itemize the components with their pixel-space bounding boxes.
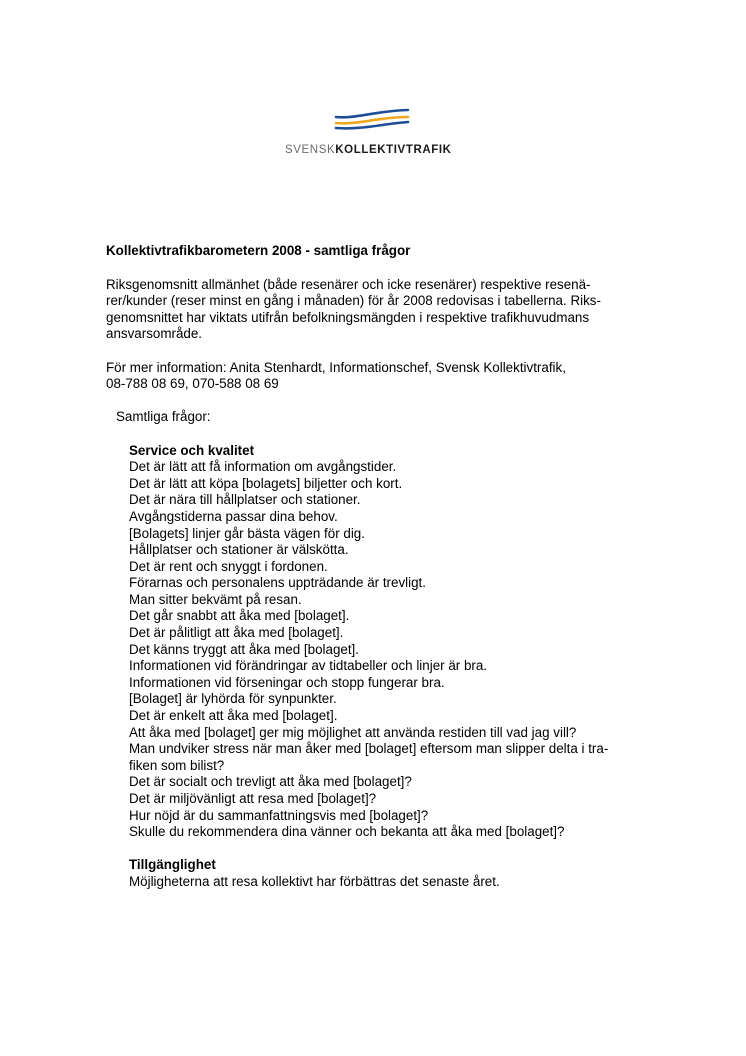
section-service-quality bbox=[106, 443, 666, 841]
svensk-kollektivtrafik-logo bbox=[285, 108, 475, 158]
contact-paragraph bbox=[106, 360, 666, 393]
question-item: [Bolaget] är lyhörda för synpunkter. bbox=[129, 691, 337, 707]
document-body bbox=[106, 243, 666, 891]
section-heading: Service och kvalitet bbox=[129, 442, 255, 458]
question-item: Det är lätt att få information om avgångstider. bbox=[129, 459, 397, 475]
question-item: Det känns tryggt att åka med [bolaget]. bbox=[129, 641, 360, 657]
question-item: Det går snabbt att åka med [bolaget]. bbox=[129, 608, 350, 624]
question-item: Det är enkelt att åka med [bolaget]. bbox=[129, 708, 338, 724]
intro-paragraph bbox=[106, 277, 666, 343]
question-item: Det är rent och snyggt i fordonen. bbox=[129, 558, 328, 574]
question-item: Det är nära till hållplatser och stationer. bbox=[129, 492, 361, 508]
question-item: Förarnas och personalens uppträdande är trevligt. bbox=[129, 575, 427, 591]
all-questions-label: Samtliga frågor: bbox=[116, 409, 211, 425]
intro-line: Riksgenomsnitt allmänhet (både resenärer och icke resenärer) respektive resenä- bbox=[106, 276, 591, 292]
question-item: fiken som bilist? bbox=[129, 757, 225, 773]
intro-line: genomsnittet har viktats utifrån befolkningsmängden i respektive trafikhuvudmans bbox=[106, 309, 590, 325]
question-item: Hållplatser och stationer är välskötta. bbox=[129, 542, 349, 558]
question-item: Man sitter bekvämt på resan. bbox=[129, 591, 302, 607]
question-item: Möjligheterna att resa kollektivt har förbättras det senaste året. bbox=[129, 873, 500, 889]
question-item: Informationen vid förseningar och stopp fungerar bra. bbox=[129, 674, 445, 690]
section-heading: Tillgänglighet bbox=[129, 857, 216, 873]
question-item: Avgångstiderna passar dina behov. bbox=[129, 508, 338, 524]
contact-line: 08-788 08 69, 070-588 08 69 bbox=[106, 376, 279, 392]
question-item: Skulle du rekommendera dina vänner och bekanta att åka med [bolaget]? bbox=[129, 824, 565, 840]
logo-text-light: SVENSK bbox=[285, 144, 336, 156]
question-item: Det är lätt att köpa [bolagets] biljetter och kort. bbox=[129, 475, 403, 491]
question-item: Det är pålitligt att åka med [bolaget]. bbox=[129, 625, 344, 641]
section-accessibility bbox=[106, 857, 666, 890]
question-item: [Bolagets] linjer går bästa vägen för dig. bbox=[129, 525, 365, 541]
question-item: Man undviker stress när man åker med [bolaget] eftersom man slipper delta i tra- bbox=[129, 741, 609, 757]
question-item: Att åka med [bolaget] ger mig möjlighet att använda restiden till vad jag vill? bbox=[129, 724, 577, 740]
contact-line: För mer information: Anita Stenhardt, Informationschef, Svensk Kollektivtrafik, bbox=[106, 359, 566, 375]
logo-text-bold: KOLLEKTIVTRAFIK bbox=[335, 144, 452, 156]
document-title: Kollektivtrafikbarometern 2008 - samtliga frågor bbox=[106, 243, 411, 258]
question-item: Det är socialt och trevligt att åka med [bolaget]? bbox=[129, 774, 412, 790]
logo-wordmark bbox=[285, 143, 452, 157]
intro-line: ansvarsområde. bbox=[106, 326, 203, 342]
question-item: Det är miljövänligt att resa med [bolaget]? bbox=[129, 791, 377, 806]
question-item: Hur nöjd är du sammanfattningsvis med [bolaget]? bbox=[129, 807, 429, 823]
intro-line: rer/kunder (reser minst en gång i månaden) för år 2008 redovisas i tabellerna. Riks- bbox=[106, 293, 601, 309]
wave-logo-icon bbox=[334, 108, 410, 132]
question-item: Informationen vid förändringar av tidtabeller och linjer är bra. bbox=[129, 658, 488, 674]
